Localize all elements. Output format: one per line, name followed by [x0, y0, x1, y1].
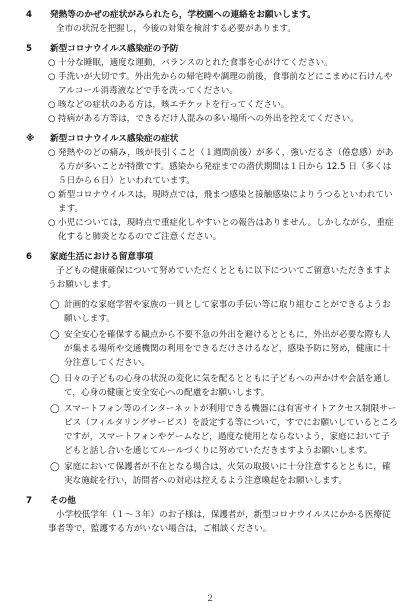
- section-5: [26, 42, 398, 126]
- list-item: ○ 小児については，現時点で重症化しやすいとの報告はありません。しかしながら，重症化すると肺炎となるのでご注意ください。: [48, 218, 394, 242]
- section-heading: [26, 132, 398, 146]
- section-heading: [26, 8, 398, 22]
- page-number: ２: [205, 594, 215, 604]
- section-4: [26, 8, 398, 36]
- list-item: ○ 十分な睡眠，適度な運動，バランスのとれた食事を心がけてください。: [48, 58, 333, 68]
- list-item: ○ 持病がある方等は，できるだけ人混みの多い場所への外出を控えてください。: [48, 114, 359, 124]
- hollow-circle-bullet-icon: ◯: [50, 404, 60, 414]
- section-title: 新型コロナウイルス感染症の予防: [50, 44, 179, 54]
- hollow-circle-bullet-icon: ◯: [50, 462, 60, 472]
- section-number: ※: [26, 134, 35, 144]
- section-paragraph: 全市の状況を把握し，今後の対策を検討する必要があります。: [56, 24, 296, 34]
- section-symptoms: [26, 132, 398, 244]
- circle-bullet-icon: ○: [48, 58, 56, 68]
- section-heading: [26, 42, 398, 56]
- bullet-list: [26, 146, 398, 244]
- list-item: ◯ 日々の子どもの心身の状況の変化に気を配るとともに子どもへの声かけや会話を通して，心身の健康と安全安心への配慮をお願いします。: [50, 374, 391, 398]
- section-number: 4: [26, 10, 32, 20]
- hollow-circle-bullet-icon: ◯: [50, 374, 60, 384]
- hollow-circle-bullet-icon: ◯: [50, 330, 60, 340]
- bullet-list: [26, 56, 398, 126]
- section-number: 5: [26, 44, 32, 54]
- circle-bullet-icon: ○: [48, 100, 56, 110]
- circle-bullet-icon: ○: [48, 114, 56, 124]
- list-item: ○ 発熱やのどの痛み，咳が長引くこと（１週間前後）が多く，強いだるさ（倦怠感）がある方が多いことが特徴です。感染から発症までの潜伏期間は１日から 12.5 日（多くは５日から６日）といわれています。: [48, 148, 394, 186]
- section-title: 発熱等のかぜの症状がみられたら，学校園への連絡をお願いします。: [50, 10, 316, 20]
- section-number: 7: [26, 496, 32, 506]
- section-heading: [26, 250, 398, 264]
- list-item: ◯ 安全安心を確保する観点から不要不急の外出を避けるとともに，外出が必要な際も人が集まる場所や交通機関の利用をできるだけさけるなど，感染予防に努め，健康に十分注意してください。: [50, 330, 391, 368]
- section-heading: [26, 494, 398, 508]
- section-6: [26, 250, 398, 488]
- list-item: ◯ 家庭において保護者が不在となる場合は，火気の取扱いに十分注意するとともに，確実な施錠を行い，訪問者への対応は控えるよう注意喚起をお願いします。: [50, 462, 391, 486]
- bullet-list: [26, 298, 398, 488]
- list-item: ◯ スマートフォン等のインターネットが利用できる機器には有害サイトアクセス制限サービス（フィルタリングサービス）を設定する等について，すでにお願いしているところですが，スマートフォンやゲームなど，過度な使用とならないよう，家庭において子どもと話し合いを通じてルールづくりに努めていただきますようお願いします。: [50, 404, 398, 456]
- hollow-circle-bullet-icon: ◯: [50, 300, 60, 310]
- list-item: ○ 新型コロナウイルスは，現時点では，飛まつ感染と接触感染によりうつるといわれています。: [48, 190, 393, 214]
- list-item: ○ 手洗いが大切です。外出先からの帰宅時や調理の前後，食事前などにこまめに石けんやアルコール消毒液などで手を洗ってください。: [48, 72, 393, 96]
- circle-bullet-icon: ○: [48, 72, 56, 82]
- section-title: 新型コロナウイルス感染症の症状: [50, 134, 179, 144]
- circle-bullet-icon: ○: [48, 148, 56, 158]
- circle-bullet-icon: ○: [48, 190, 56, 200]
- section-paragraph: 子どもの健康確保について努めていただくとともに以下についてご留意いただきますようお願いします。: [48, 266, 391, 290]
- section-title: 家庭生活における留意事項: [50, 252, 154, 262]
- list-item: ◯ 計画的な家庭学習や家族の一員として家事の手伝い等に取り組むことができるようお願いします。: [50, 300, 391, 324]
- section-title: その他: [50, 496, 76, 506]
- section-7: [26, 494, 398, 536]
- circle-bullet-icon: ○: [48, 218, 56, 228]
- section-paragraph: 小学校低学年（１～３年）のお子様は，保護者が，新型コロナウイルスにかかる医療従事者等で，監護する方がいない場合は，ご相談ください。: [48, 510, 391, 534]
- list-item: ○ 咳などの症状のある方は，咳エチケットを行ってください。: [48, 100, 290, 110]
- section-number: 6: [26, 252, 32, 262]
